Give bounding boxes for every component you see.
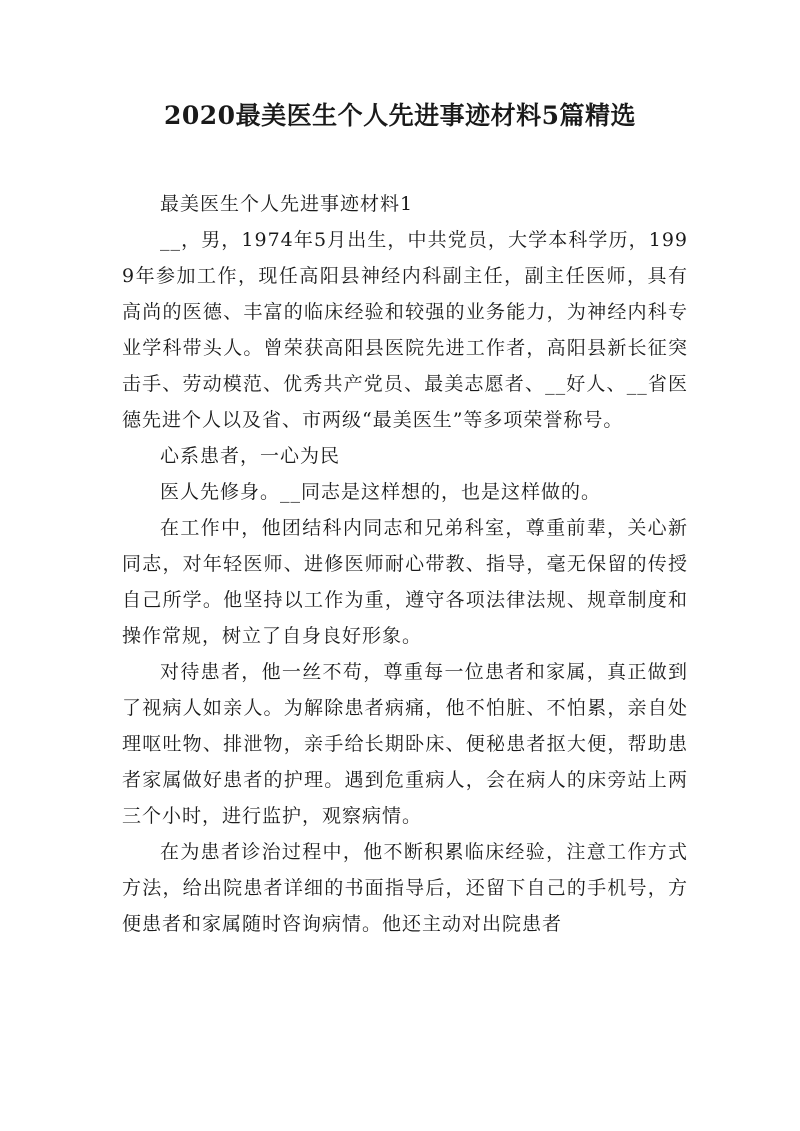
paragraph-intro: __，男，1974年5月出生，中共党员，大学本科学历，1999年参加工作，现任高阳县神经内科副主任，副主任医师，具有高尚的医德、丰富的临床经验和较强的业务能力，为神经内科专业学科带头人。曾荣获高阳县医院先进工作者，高阳县新长征突击手、劳动模范、优秀共产党员、最美志愿者、__好人、__省医德先进个人以及省、市两级“最美医生”等多项荣誉称号。 xyxy=(122,229,688,431)
document-title: 2020最美医生个人先进事迹材料5篇精选 xyxy=(164,101,636,130)
paragraph-teamwork: 在工作中，他团结科内同志和兄弟科室，尊重前辈，关心新同志，对年轻医师、进修医师耐心带教、指导，毫无保留的传授自己所学。他坚持以工作为重，遵守各项法律法规、规章制度和操作常规，树立了自身良好形象。 xyxy=(122,517,688,647)
document-body xyxy=(122,186,688,942)
section-heading: 最美医生个人先进事迹材料1 xyxy=(160,193,414,215)
paragraph-self-cultivation: 医人先修身。__同志是这样想的，也是这样做的。 xyxy=(160,481,602,503)
paragraph-diagnosis: 在为患者诊治过程中，他不断积累临床经验，注意工作方式方法，给出院患者详细的书面指导后，还留下自己的手机号，方便患者和家属随时咨询病情。他还主动对出院患者 xyxy=(122,841,688,935)
paragraph-patient-care: 对待患者，他一丝不苟，尊重每一位患者和家属，真正做到了视病人如亲人。为解除患者病痛，他不怕脏、不怕累，亲自处理呕吐物、排泄物，亲手给长期卧床、便秘患者抠大便，帮助患者家属做好患者的护理。遇到危重病人，会在病人的床旁站上两三个小时，进行监护，观察病情。 xyxy=(122,661,688,827)
subsection-heading: 心系患者，一心为民 xyxy=(160,445,341,467)
